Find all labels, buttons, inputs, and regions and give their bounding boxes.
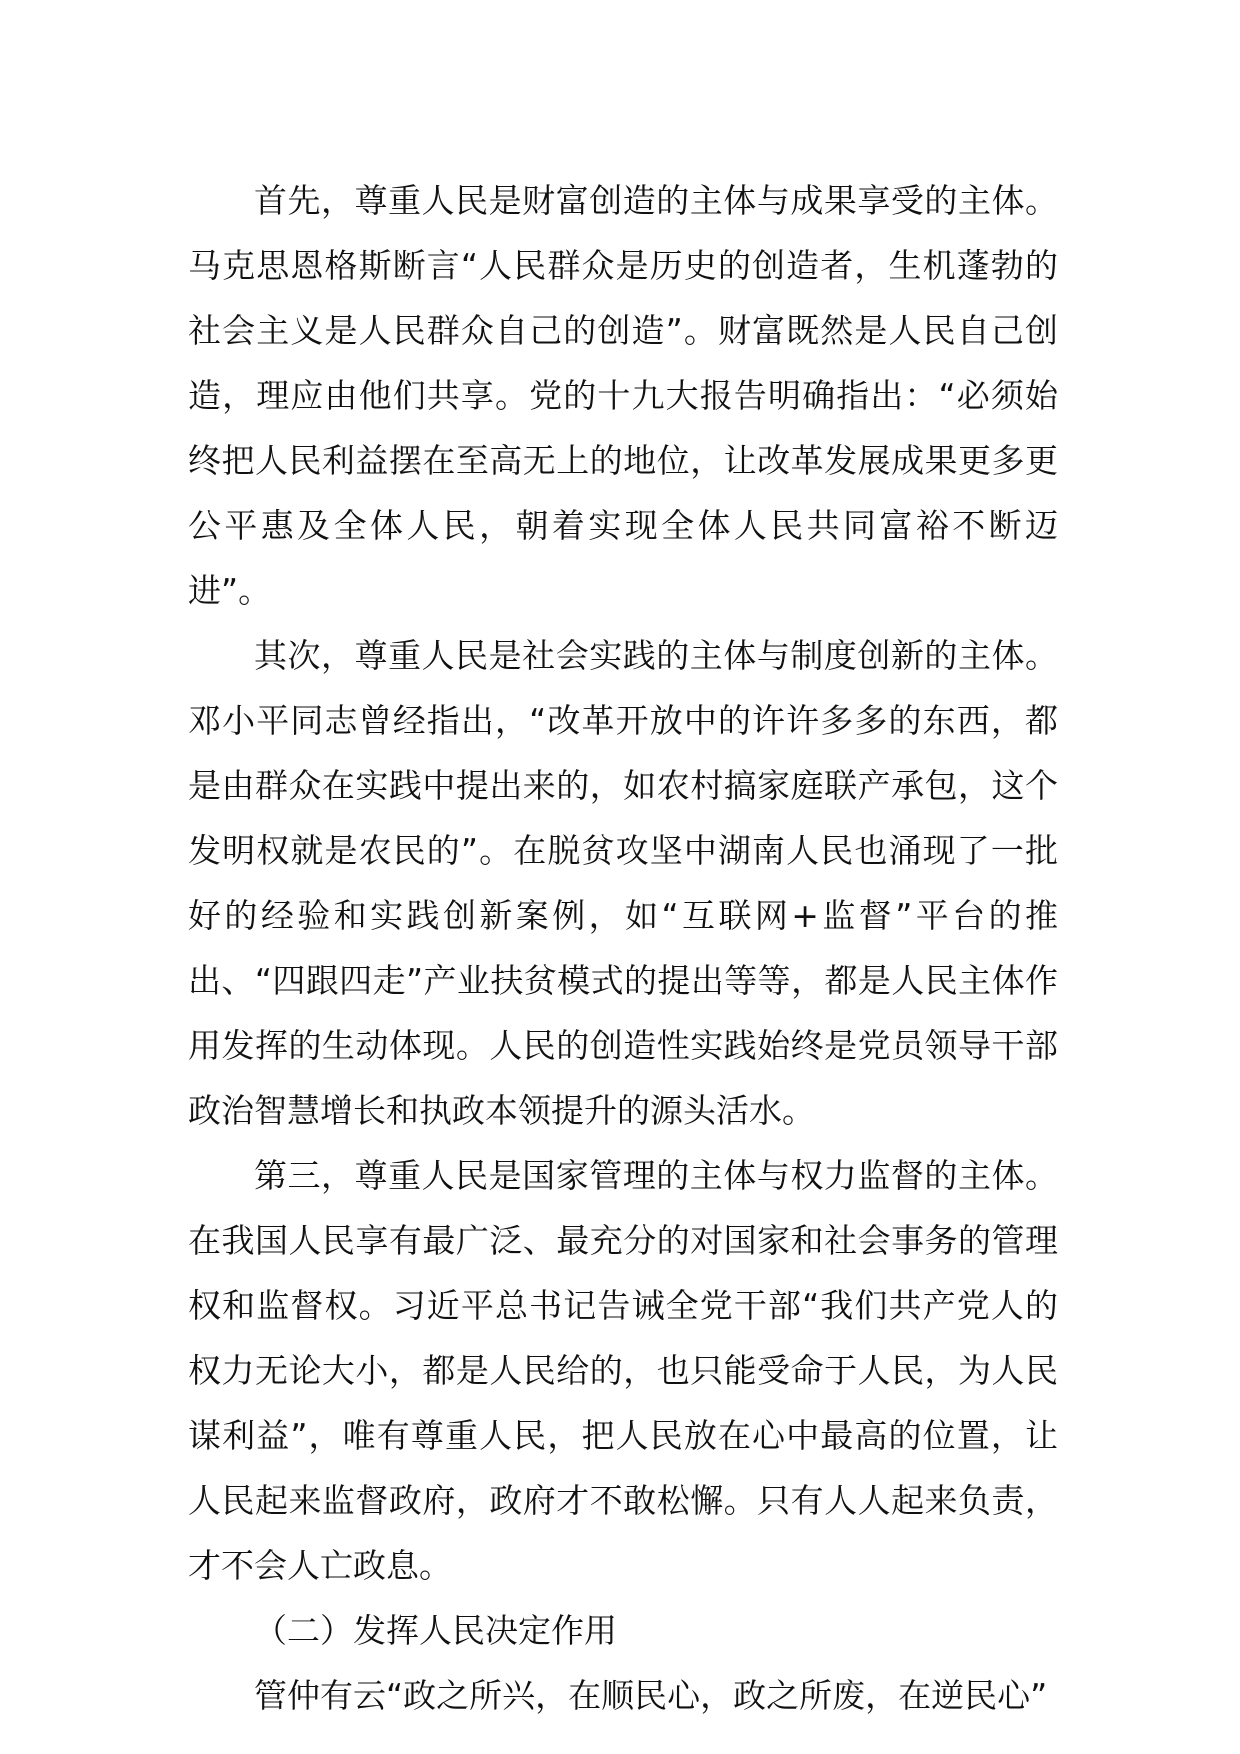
paragraph-respect-practice: 其次，尊重人民是社会实践的主体与制度创新的主体。邓小平同志曾经指出，“改革开放中的许许多多的东西，都是由群众在实践中提出来的，如农村搞家庭联产承包，这个发明权就是农民的”。在脱贫攻坚中湖南人民也涌现了一批好的经验和实践创新案例，如“互联网+监督”平台的推出、“四跟四走”产业扶贫模式的提出等等，都是人民主体作用发挥的生动体现。人民的创造性实践始终是党员领导干部政治智慧增长和执政本领提升的源头活水。 bbox=[188, 636, 1058, 1130]
section-heading: （二）发挥人民决定作用 bbox=[254, 1611, 617, 1650]
paragraph-guanzhong-quote: 管仲有云“政之所兴，在顺民心，政之所废，在逆民心” bbox=[254, 1676, 1048, 1715]
paragraph-respect-wealth: 首先，尊重人民是财富创造的主体与成果享受的主体。马克思恩格斯断言“人民群众是历史的创造者，生机蓬勃的社会主义是人民群众自己的创造”。财富既然是人民自己创造，理应由他们共享。党的十九大报告明确指出：“必须始终把人民利益摆在至高无上的地位，让改革发展成果更多更公平惠及全体人民，朝着实现全体人民共同富裕不断迈进”。 bbox=[188, 181, 1058, 610]
document-body bbox=[188, 168, 1058, 1728]
paragraph-respect-governance: 第三，尊重人民是国家管理的主体与权力监督的主体。在我国人民享有最广泛、最充分的对国家和社会事务的管理权和监督权。习近平总书记告诫全党干部“我们共产党人的权力无论大小，都是人民给的，也只能受命于人民，为人民谋利益”，唯有尊重人民，把人民放在心中最高的位置，让人民起来监督政府，政府才不敢松懈。只有人人起来负责，才不会人亡政息。 bbox=[188, 1156, 1058, 1585]
